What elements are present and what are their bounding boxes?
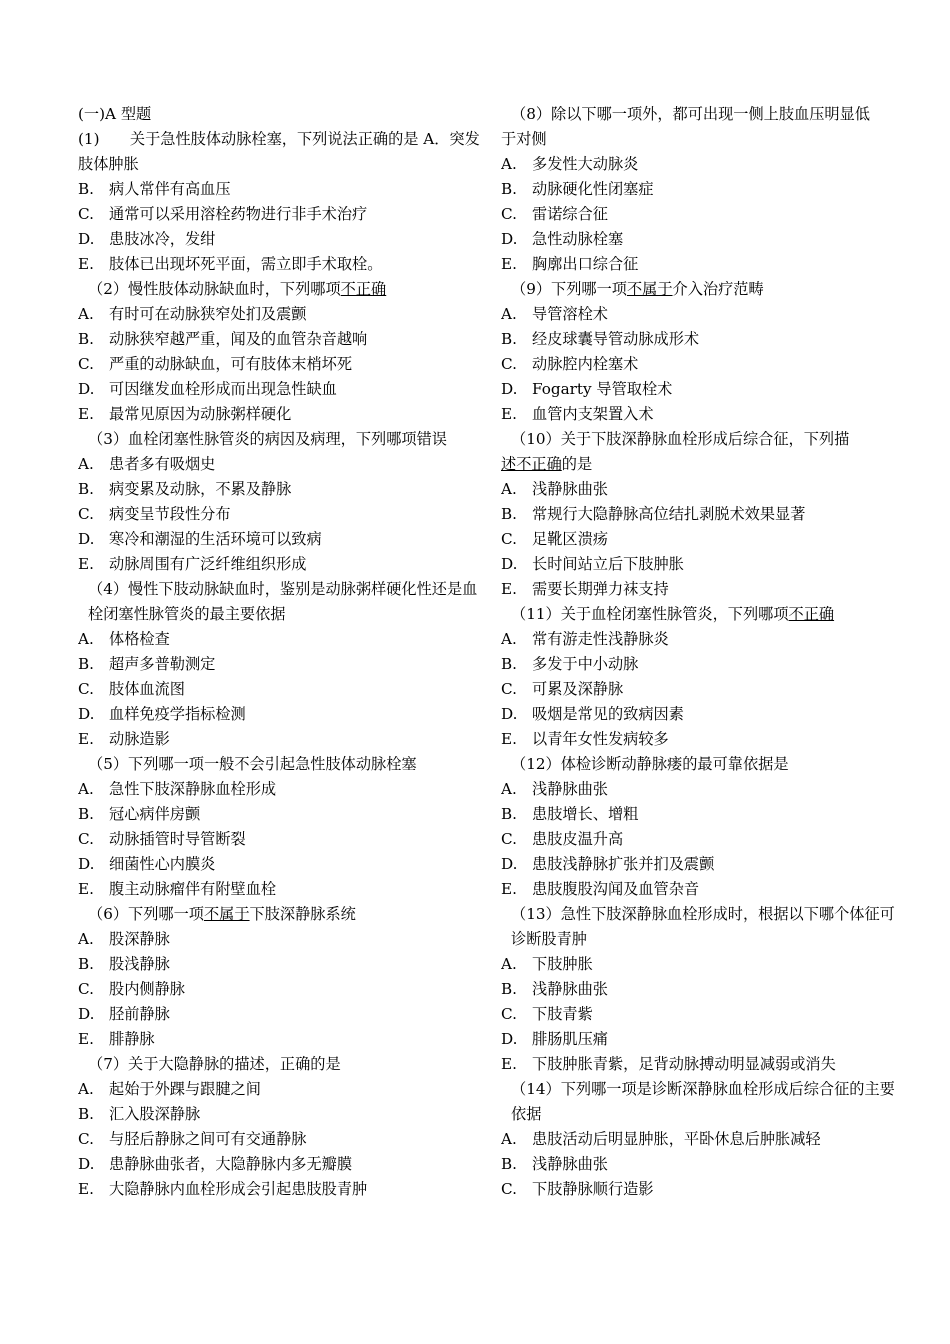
q10-option-e: E. 需要长期弹力袜支持 — [501, 580, 669, 598]
q8-option-b: B. 动脉硬化性闭塞症 — [501, 180, 654, 198]
q7-option-b: B. 汇入股深静脉 — [78, 1105, 201, 1123]
q14-option-c: C. 下肢静脉顺行造影 — [501, 1180, 654, 1198]
q10-option-d: D. 长时间站立后下肢肿胀 — [501, 555, 684, 573]
question-6-stem: （6）下列哪一项不属于下肢深静脉系统 — [88, 905, 356, 923]
q8-option-a: A. 多发性大动脉炎 — [501, 155, 639, 173]
question-1-stem: (1) 关于急性肢体动脉栓塞，下列说法正确的是 A．突发肢体肿胀 — [78, 130, 480, 173]
q2-option-e: E. 最常见原因为动脉粥样硬化 — [78, 405, 292, 423]
q9-option-c: C. 动脉腔内栓塞术 — [501, 355, 639, 373]
question-3-stem: （3）血栓闭塞性脉管炎的病因及病理，下列哪项错误 — [88, 430, 447, 448]
question-14-stem: （14）下列哪一项是诊断深静脉血栓形成后综合征的主要依据 — [511, 1080, 895, 1123]
question-7-stem: （7）关于大隐静脉的描述，正确的是 — [88, 1055, 341, 1073]
q1-option-c: C. 通常可以采用溶栓药物进行非手术治疗 — [78, 205, 368, 223]
right-column — [501, 102, 901, 1202]
q11-option-a: A. 常有游走性浅静脉炎 — [501, 630, 669, 648]
q12-option-a: A. 浅静脉曲张 — [501, 780, 608, 798]
question-13-stem: （13）急性下肢深静脉血栓形成时，根据以下哪个体征可诊断股青肿 — [511, 905, 895, 948]
section-heading: (一)A 型题 — [78, 105, 152, 123]
q7-option-c: C. 与胫后静脉之间可有交通静脉 — [78, 1130, 307, 1148]
q6-option-a: A. 股深静脉 — [78, 930, 170, 948]
q2-option-b: B. 动脉狭窄越严重，闻及的血管杂音越响 — [78, 330, 368, 348]
q6-option-e: E. 腓静脉 — [78, 1030, 155, 1048]
question-9-stem: （9）下列哪一项不属于介入治疗范畴 — [511, 280, 764, 298]
q9-option-b: B. 经皮球囊导管动脉成形术 — [501, 330, 700, 348]
q13-option-b: B. 浅静脉曲张 — [501, 980, 608, 998]
q14-option-a: A. 患肢活动后明显肿胀，平卧休息后肿胀减轻 — [501, 1130, 821, 1148]
q12-option-b: B. 患肢增长、增粗 — [501, 805, 639, 823]
q5-option-a: A. 急性下肢深静脉血栓形成 — [78, 780, 277, 798]
q4-option-a: A. 体格检查 — [78, 630, 170, 648]
q5-option-e: E. 腹主动脉瘤伴有附壁血栓 — [78, 880, 277, 898]
q12-option-c: C. 患肢皮温升高 — [501, 830, 624, 848]
q4-option-e: E. 动脉造影 — [78, 730, 170, 748]
q13-option-c: C. 下肢青紫 — [501, 1005, 593, 1023]
q8-option-e: E. 胸廓出口综合征 — [501, 255, 639, 273]
q4-option-b: B. 超声多普勒测定 — [78, 655, 216, 673]
question-4-stem: （4）慢性下肢动脉缺血时，鉴别是动脉粥样硬化性还是血栓闭塞性脉管炎的最主要依据 — [88, 580, 478, 623]
q11-option-c: C. 可累及深静脉 — [501, 680, 624, 698]
q14-option-b: B. 浅静脉曲张 — [501, 1155, 608, 1173]
q12-option-e: E. 患肢腹股沟闻及血管杂音 — [501, 880, 700, 898]
q6-option-d: D. 胫前静脉 — [78, 1005, 170, 1023]
q9-option-d: D. Fogarty 导管取栓术 — [501, 380, 673, 398]
q5-option-c: C. 动脉插管时导管断裂 — [78, 830, 246, 848]
q9-option-a: A. 导管溶栓术 — [501, 305, 608, 323]
q11-option-e: E. 以青年女性发病较多 — [501, 730, 669, 748]
q2-option-a: A. 有时可在动脉狭窄处扪及震颤 — [78, 305, 307, 323]
q2-option-c: C. 严重的动脉缺血，可有肢体末梢坏死 — [78, 355, 352, 373]
q1-option-e: E. 肢体已出现坏死平面，需立即手术取栓。 — [78, 255, 383, 273]
question-10-stem-line1: （10）关于下肢深静脉血栓形成后综合征，下列描 — [511, 430, 850, 448]
q1-option-b: B. 病人常伴有高血压 — [78, 180, 231, 198]
q5-option-d: D. 细菌性心内膜炎 — [78, 855, 216, 873]
question-2-stem: （2）慢性肢体动脉缺血时，下列哪项不正确 — [88, 280, 387, 298]
q11-option-b: B. 多发于中小动脉 — [501, 655, 639, 673]
question-5-stem: （5）下列哪一项一般不会引起急性肢体动脉栓塞 — [88, 755, 417, 773]
left-column — [78, 102, 486, 1202]
question-8-stem-line2: 于对侧 — [501, 130, 547, 148]
q13-option-d: D. 腓肠肌压痛 — [501, 1030, 608, 1048]
q3-option-c: C. 病变呈节段性分布 — [78, 505, 231, 523]
q10-option-c: C. 足靴区溃疡 — [501, 530, 608, 548]
q1-option-d: D. 患肢冰冷，发绀 — [78, 230, 216, 248]
question-10-stem-line2: 述不正确的是 — [501, 455, 593, 473]
q8-option-c: C. 雷诺综合征 — [501, 205, 608, 223]
q4-option-d: D. 血样免疫学指标检测 — [78, 705, 246, 723]
q3-option-d: D. 寒冷和潮湿的生活环境可以致病 — [78, 530, 322, 548]
q11-option-d: D. 吸烟是常见的致病因素 — [501, 705, 684, 723]
q6-option-b: B. 股浅静脉 — [78, 955, 170, 973]
question-11-stem: （11）关于血栓闭塞性脉管炎，下列哪项不正确 — [511, 605, 835, 623]
q8-option-d: D. 急性动脉栓塞 — [501, 230, 624, 248]
question-8-stem-line1: （8）除以下哪一项外，都可出现一侧上肢血压明显低 — [511, 105, 870, 123]
q13-option-a: A. 下肢肿胀 — [501, 955, 593, 973]
q13-option-e: E. 下肢肿胀青紫，足背动脉搏动明显减弱或消失 — [501, 1055, 836, 1073]
q9-option-e: E. 血管内支架置入术 — [501, 405, 654, 423]
q4-option-c: C. 肢体血流图 — [78, 680, 185, 698]
q6-option-c: C. 股内侧静脉 — [78, 980, 185, 998]
q7-option-d: D. 患静脉曲张者，大隐静脉内多无瓣膜 — [78, 1155, 352, 1173]
q7-option-a: A. 起始于外踝与跟腱之间 — [78, 1080, 261, 1098]
q5-option-b: B. 冠心病伴房颤 — [78, 805, 201, 823]
q3-option-e: E. 动脉周围有广泛纤维组织形成 — [78, 555, 307, 573]
q3-option-a: A. 患者多有吸烟史 — [78, 455, 216, 473]
q12-option-d: D. 患肢浅静脉扩张并扪及震颤 — [501, 855, 715, 873]
q3-option-b: B. 病变累及动脉，不累及静脉 — [78, 480, 292, 498]
q10-option-b: B. 常规行大隐静脉高位结扎剥脱术效果显著 — [501, 505, 806, 523]
q2-option-d: D. 可因继发血栓形成而出现急性缺血 — [78, 380, 337, 398]
q7-option-e: E. 大隐静脉内血栓形成会引起患肢股青肿 — [78, 1180, 368, 1198]
question-12-stem: （12）体检诊断动静脉瘘的最可靠依据是 — [511, 755, 789, 773]
q10-option-a: A. 浅静脉曲张 — [501, 480, 608, 498]
